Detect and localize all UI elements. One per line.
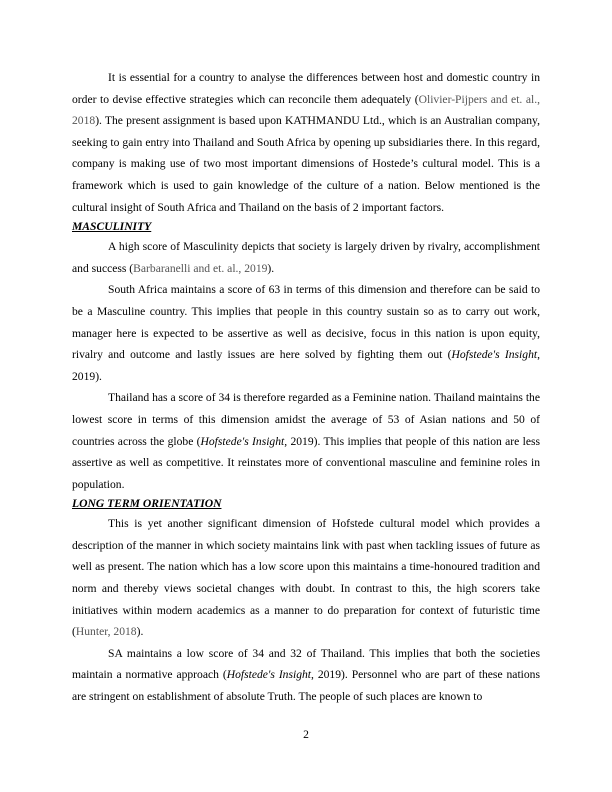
masculinity-paragraph-3: Thailand has a score of 34 is therefore regarded as a Feminine nation. Thailand maintains the lowest score in terms of this dimension amidst the average of 53 of Asian nations and 50 of countries across the globe (Hofstede's Insight, 2019). This implies that people of this nation are less assertive as well as competitive. It reinstates more of conventional masculine and feminine roles in population. — [72, 391, 540, 491]
masculinity-paragraph-1: A high score of Masculinity depicts that society is largely driven by rivalry, accomplishment and success (Barbaranelli and et. al., 2019). — [72, 240, 540, 275]
citation: Hunter, 2018 — [75, 625, 137, 639]
citation-italic: Hofstede's Insight — [226, 668, 312, 682]
section-heading-long-term-orientation: LONG TERM ORIENTATION — [72, 497, 222, 511]
citation-italic: Hofstede's Insight — [200, 434, 285, 448]
citation-italic: Hofstede's Insight — [451, 348, 538, 362]
citation: Olivier-Pijpers and et. al., 2018 — [72, 92, 540, 128]
long-term-paragraph-1: This is yet another significant dimension of Hofstede cultural model which provides a description of the manner in which society maintains link with past when tackling issues of future as well as present. The nation which has a low score upon this maintains a time-honoured tradition and norm and thereby views societal changes with doubt. In contrast to this, the high scorers take initiatives within modern academics as a manner to do preparation for context of futuristic time (Hunter, 2018). — [72, 517, 540, 639]
long-term-paragraph-2: SA maintains a low score of 34 and 32 of Thailand. This implies that both the societies maintain a normative approach (Hofstede's Insight, 2019). Personnel who are part of these nations are stringent on establishment of absolute Truth. The people of such places are known to — [72, 646, 540, 704]
section-heading-masculinity: MASCULINITY — [72, 220, 152, 234]
page-body — [72, 67, 540, 708]
intro-paragraph: It is essential for a country to analyse the differences between host and domestic country in order to devise effective strategies which can reconcile them adequately (Olivier-Pijpers and et. al., 2018). The present assignment is based upon KATHMANDU Ltd., which is an Australian company, seeking to gain entry into Thailand and South Africa by opening up subsidiaries there. In this regard, company is making use of two most important dimensions of Hostede’s cultural model. This is a framework which is used to gain knowledge of the culture of a nation. Below mentioned is the cultural insight of South Africa and Thailand on the basis of 2 important factors. — [72, 71, 540, 214]
masculinity-paragraph-2: South Africa maintains a score of 63 in terms of this dimension and therefore can be said to be a Masculine country. This implies that people in this country sustain so as to carry out work, manager here is expected to be assertive as well as decisive, focus in this nation is upon equity, rivalry and outcome and lastly issues are here solved by fighting them out (Hofstede's Insight, 2019). — [72, 283, 540, 383]
citation: Barbaranelli and et. al., 2019 — [133, 261, 268, 275]
page-number: 2 — [303, 728, 309, 741]
